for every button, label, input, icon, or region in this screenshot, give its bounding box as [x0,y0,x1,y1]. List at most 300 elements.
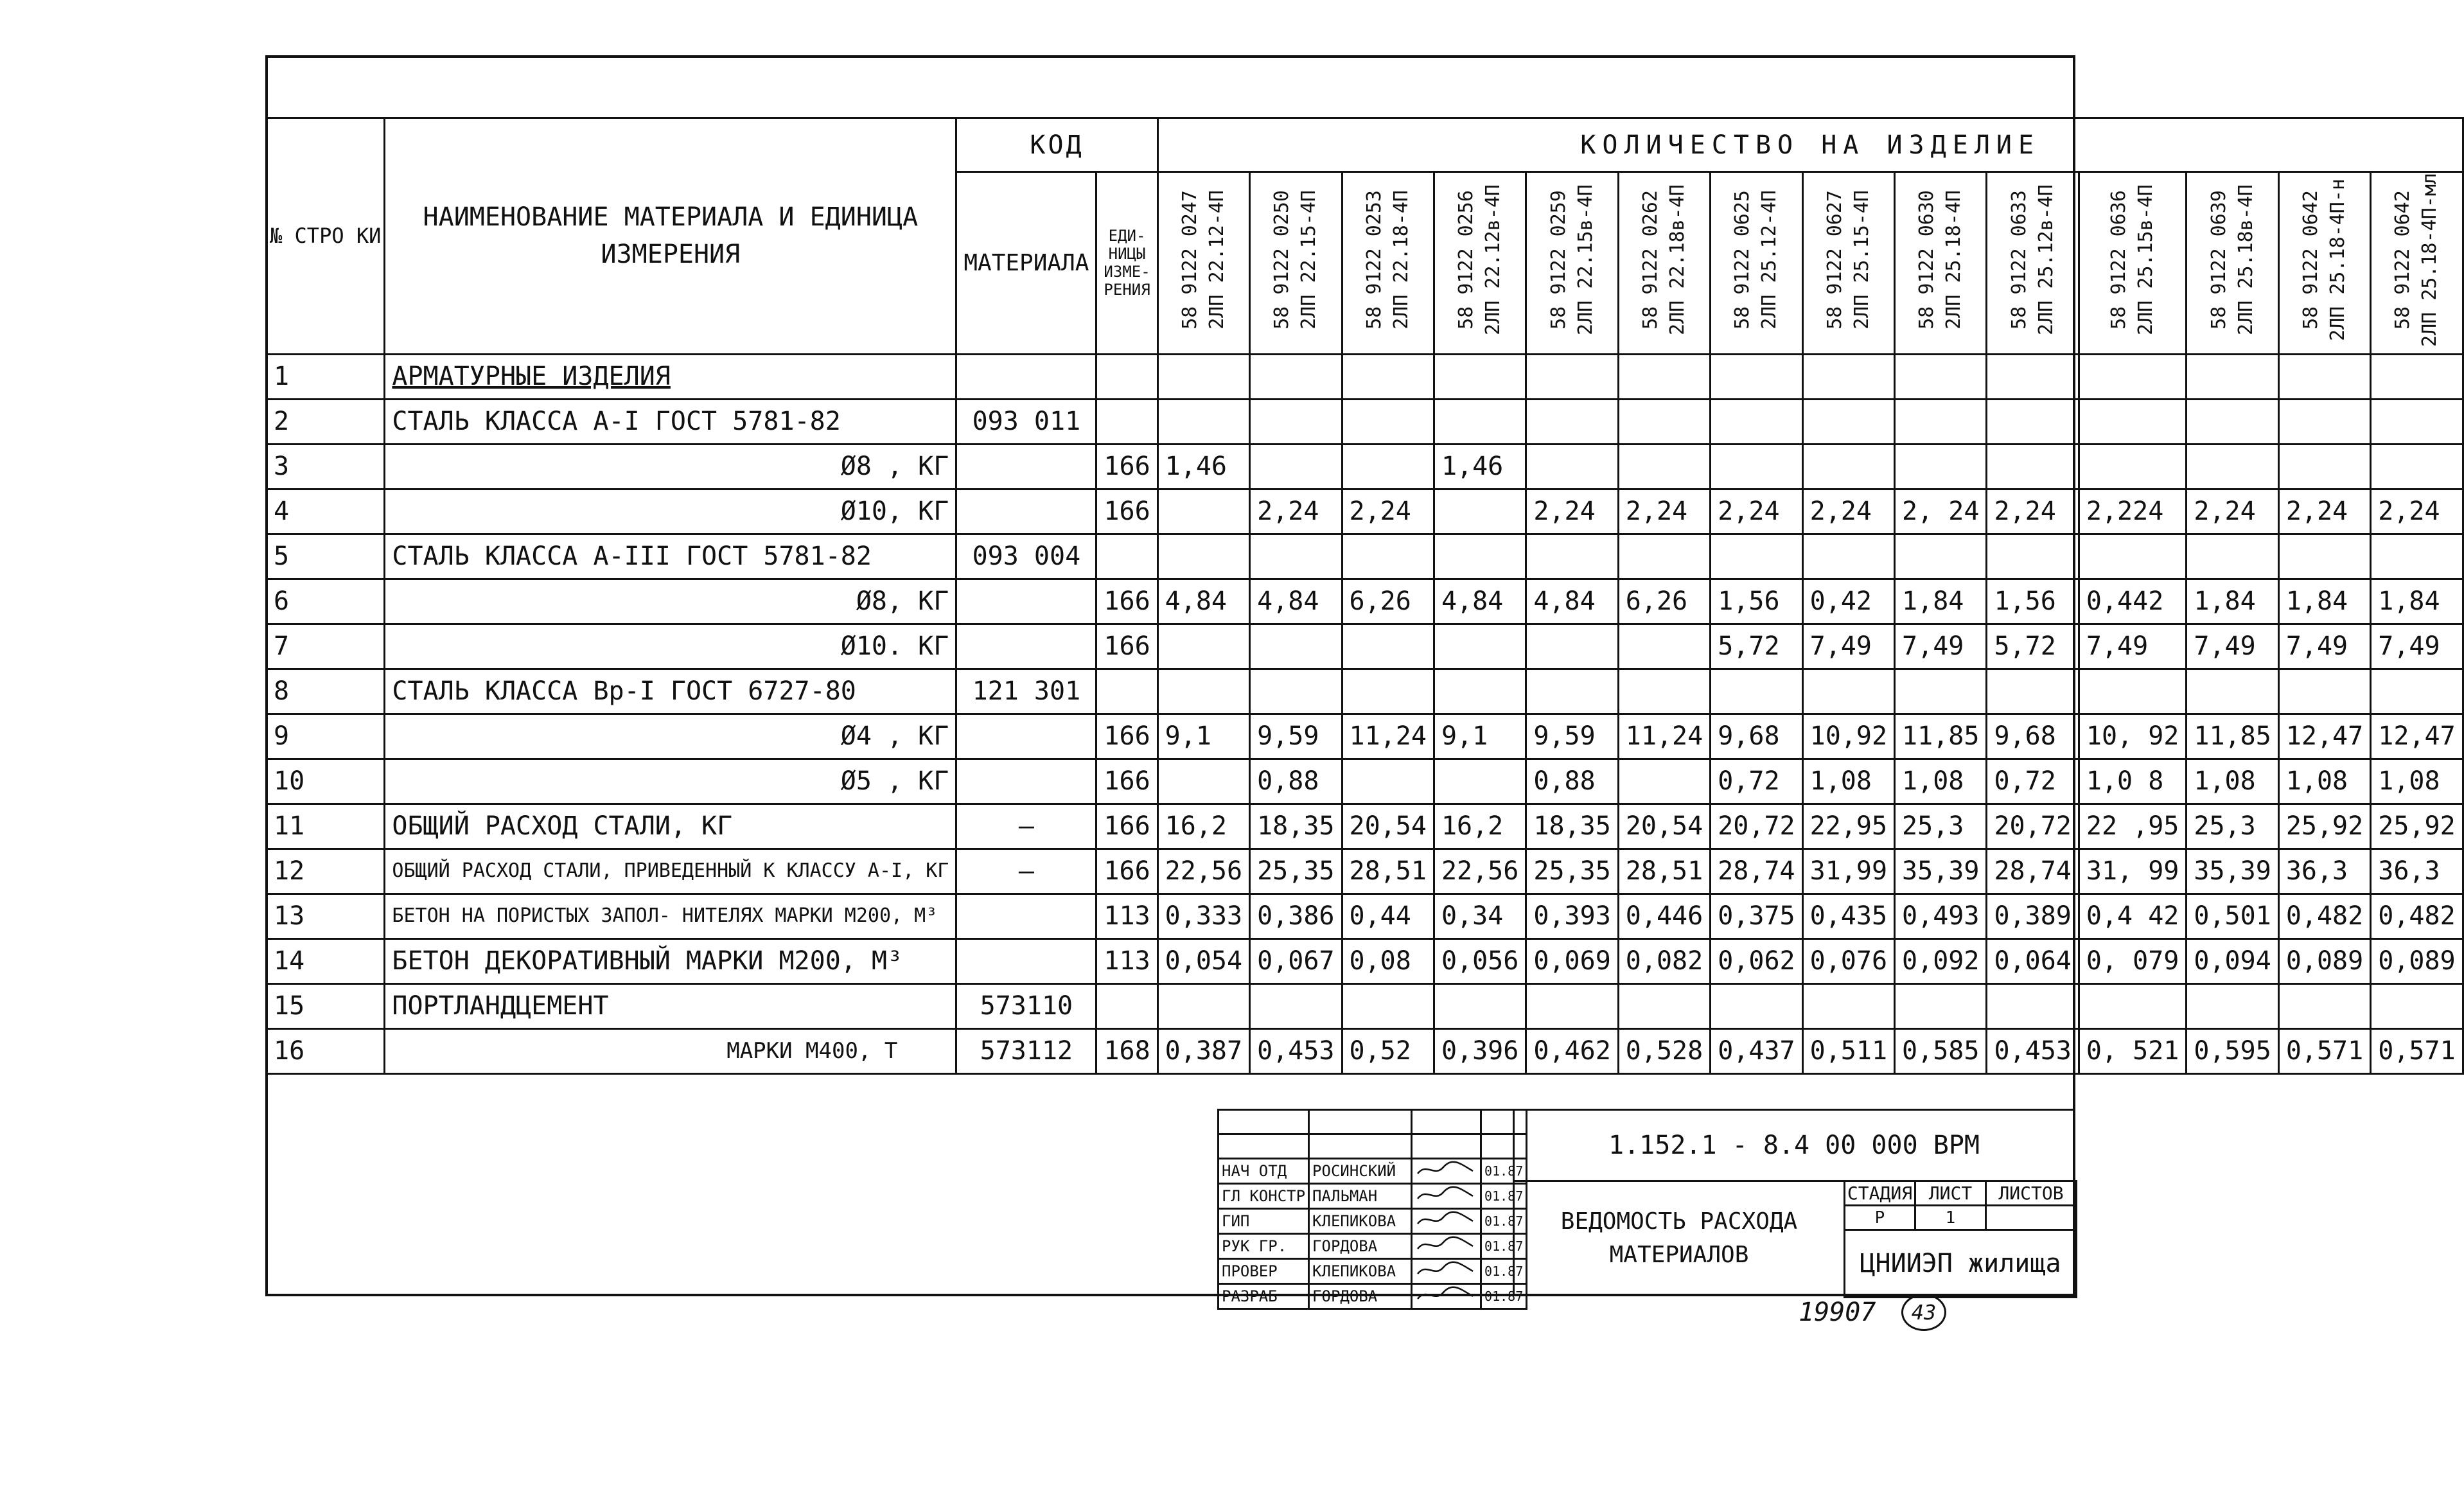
signature-block [1217,1109,1527,1310]
quantity-cell [1157,489,1249,534]
quantity-cell: 0,067 [1250,939,1342,983]
product-code: 58 9122 0636 [2108,190,2131,330]
quantity-cell: 9,1 [1157,714,1249,759]
unit-code: 166 [1096,804,1157,849]
quantity-cell: 18,35 [1250,804,1342,849]
quantity-cell [1802,983,1894,1028]
page-number-circle: 43 [1901,1294,1946,1331]
table-row [267,354,2463,399]
quantity-cell: 1,08 [1802,759,1894,804]
quantity-cell [1711,354,1802,399]
handwritten-signature [1412,1159,1481,1184]
quantity-cell [1157,354,1249,399]
signature-date: 01.87 [1481,1284,1527,1309]
stage-label: СТАДИЯ [1845,1181,1915,1206]
material-name: БЕТОН НА ПОРИСТЫХ ЗАПОЛ- НИТЕЛЯХ МАРКИ М200, М³ [385,894,956,939]
sheets-label: ЛИСТОВ [1986,1181,2077,1206]
unit-code: 166 [1096,714,1157,759]
doc-title-box [1513,1180,1845,1296]
handwritten-signature [1412,1234,1481,1259]
material-name: СТАЛЬ КЛАССА А-I ГОСТ 5781-82 [385,399,956,444]
product-code: 58 9122 0250 [1271,190,1294,330]
material-name: ОБЩИЙ РАСХОД СТАЛИ, КГ [385,804,956,849]
quantity-cell: 0,595 [2187,1028,2278,1073]
quantity-cell: 7,49 [2079,624,2187,669]
quantity-cell: 7,49 [1895,624,1987,669]
quantity-cell [1526,399,1618,444]
quantity-cell [1895,534,1987,579]
quantity-cell [1802,354,1894,399]
quantity-cell: 35,39 [1895,849,1987,894]
quantity-cell [1434,534,1526,579]
quantity-cell: 2,24 [1250,489,1342,534]
material-code: 121 301 [956,669,1096,714]
quantity-cell: 7,49 [2278,624,2370,669]
signature-role: РАЗРАБ [1219,1284,1309,1309]
product-column-header [1802,172,1894,355]
quantity-cell: 36,3 [2278,849,2370,894]
quantity-cell [1987,444,2079,489]
row-number: 9 [267,714,385,759]
quantity-cell [2371,354,2463,399]
quantity-cell [1250,669,1342,714]
quantity-cell: 0,528 [1618,1028,1710,1073]
handwritten-signature [1412,1259,1481,1284]
materials-table [265,117,2464,1075]
quantity-cell: 0,069 [1526,939,1618,983]
quantity-cell: 1,08 [1895,759,1987,804]
row-number: 7 [267,624,385,669]
table-row [267,849,2463,894]
quantity-cell: 0,386 [1250,894,1342,939]
quantity-cell: 4,84 [1157,579,1249,624]
quantity-cell: 4,84 [1526,579,1618,624]
quantity-cell: 2,24 [2371,489,2463,534]
doc-code-box [1513,1109,2075,1182]
quantity-cell: 1,46 [1434,444,1526,489]
row-number: 12 [267,849,385,894]
signature-role: НАЧ ОТД [1219,1159,1309,1184]
quantity-cell: 0,446 [1618,894,1710,939]
quantity-cell [1618,759,1710,804]
quantity-cell [1342,444,1434,489]
material-name: ОБЩИЙ РАСХОД СТАЛИ, ПРИВЕДЕННЫЙ К КЛАССУ А-I, КГ [385,849,956,894]
product-column-header [2278,172,2370,355]
quantity-cell: 9,59 [1526,714,1618,759]
material-name-header: НАИМЕНОВАНИЕ МАТЕРИАЛА И ЕДИНИЦА ИЗМЕРЕНИЯ [385,118,956,355]
quantity-cell: 25,92 [2371,804,2463,849]
quantity-cell: 20,72 [1711,804,1802,849]
quantity-cell [1250,399,1342,444]
unit-code: 166 [1096,624,1157,669]
row-number: 15 [267,983,385,1028]
row-number: 10 [267,759,385,804]
product-code: 58 9122 0262 [1639,190,1662,330]
stage-value: Р [1845,1206,1915,1230]
table-row [267,939,2463,983]
quantity-cell: 2,24 [1618,489,1710,534]
unit-code [1096,534,1157,579]
product-name: 2ЛП 22.18-4П [1389,190,1412,330]
quantity-cell: 1,46 [1157,444,1249,489]
product-column-header [1895,172,1987,355]
table-row [267,534,2463,579]
material-code [956,579,1096,624]
quantity-cell: 2,24 [1802,489,1894,534]
quantity-cell: 0,089 [2278,939,2370,983]
quantity-cell: 6,26 [1342,579,1434,624]
quantity-cell: 0,482 [2278,894,2370,939]
quantity-cell: 0,08 [1342,939,1434,983]
handwritten-signature [1412,1184,1481,1209]
material-code: 573112 [956,1028,1096,1073]
table-row [267,1028,2463,1073]
quantity-cell: 0,453 [1987,1028,2079,1073]
quantity-cell: 0,089 [2371,939,2463,983]
quantity-cell: 0,72 [1987,759,2079,804]
quantity-cell: 35,39 [2187,849,2278,894]
quantity-cell [1711,983,1802,1028]
quantity-cell: 1,08 [2278,759,2370,804]
signature-name: КЛЕПИКОВА [1309,1259,1412,1284]
quantity-cell: 0,389 [1987,894,2079,939]
product-column-header [1526,172,1618,355]
signature-date: 01.87 [1481,1159,1527,1184]
quantity-cell: 0,056 [1434,939,1526,983]
quantity-cell [1434,669,1526,714]
quantity-cell: 20,54 [1618,804,1710,849]
quantity-cell: 28,51 [1618,849,1710,894]
signature-name: ГОРДОВА [1309,1284,1412,1309]
product-column-header [1987,172,2079,355]
product-code: 58 9122 0642 [2300,190,2323,330]
quantity-cell: 0,396 [1434,1028,1526,1073]
quantity-cell [1618,534,1710,579]
quantity-cell: 0,52 [1342,1028,1434,1073]
unit-code: 166 [1096,444,1157,489]
quantity-cell: 1,84 [2187,579,2278,624]
quantity-cell: 12,47 [2371,714,2463,759]
quantity-cell [1434,354,1526,399]
material-code [956,489,1096,534]
material-code: 573110 [956,983,1096,1028]
product-code: 58 9122 0253 [1362,190,1386,330]
product-column-header [2371,172,2463,355]
quantity-cell [1618,444,1710,489]
quantity-cell [1895,354,1987,399]
quantity-cell [1802,399,1894,444]
material-code [956,444,1096,489]
table-row [267,804,2463,849]
unit-code: 166 [1096,489,1157,534]
quantity-cell [1526,669,1618,714]
quantity-cell: 7,49 [2371,624,2463,669]
quantity-cell [2079,534,2187,579]
product-name: 2ЛП 22.15в-4П [1574,184,1597,335]
material-code [956,714,1096,759]
quantity-cell: 9,59 [1250,714,1342,759]
quantity-cell [2278,669,2370,714]
quantity-cell [1526,354,1618,399]
material-name: ПОРТЛАНДЦЕМЕНТ [385,983,956,1028]
quantity-cell [1711,444,1802,489]
code-header: КОД [956,118,1157,172]
signature-date: 01.87 [1481,1209,1527,1234]
unit-code-header: ЕДИ- НИЦЫ ИЗМЕ- РЕНИЯ [1096,172,1157,355]
product-name: 2ЛП 22.12в-4П [1482,184,1505,335]
unit-code [1096,669,1157,714]
row-number: 8 [267,669,385,714]
unit-code: 166 [1096,849,1157,894]
quantity-cell [2079,354,2187,399]
quantity-cell: 0,88 [1250,759,1342,804]
quantity-cell [1342,534,1434,579]
material-code [956,624,1096,669]
quantity-cell: 0, 521 [2079,1028,2187,1073]
product-name: 2ЛП 25.15в-4П [2134,184,2158,335]
quantity-cell [1526,624,1618,669]
quantity-cell [1711,399,1802,444]
quantity-cell: 5,72 [1987,624,2079,669]
quantity-cell [2187,444,2278,489]
signature-role: РУК ГР. [1219,1234,1309,1259]
quantity-cell: 0,571 [2278,1028,2370,1073]
product-column-header [1711,172,1802,355]
quantity-cell [2278,983,2370,1028]
product-column-header [1618,172,1710,355]
quantity-cell [2079,399,2187,444]
quantity-cell [1618,669,1710,714]
material-name: Ø10. КГ [385,624,956,669]
quantity-cell [2371,444,2463,489]
quantity-cell: 25,35 [1526,849,1618,894]
signature-date: 01.87 [1481,1234,1527,1259]
quantity-cell: 16,2 [1157,804,1249,849]
quantity-cell [1802,669,1894,714]
stage-table [1844,1180,2077,1298]
quantity-cell [1250,444,1342,489]
quantity-cell [1157,983,1249,1028]
quantity-cell: 10, 92 [2079,714,2187,759]
product-column-header [1342,172,1434,355]
quantity-cell: 1,56 [1711,579,1802,624]
product-name: 2ЛП 25.12в-4П [2034,184,2057,335]
quantity-cell: 25,3 [1895,804,1987,849]
quantity-cell [1895,444,1987,489]
quantity-cell [2187,983,2278,1028]
material-name: Ø5 , КГ [385,759,956,804]
quantity-cell: 2,24 [1526,489,1618,534]
quantity-header: КОЛИЧЕСТВО НА ИЗДЕЛИЕ [1157,118,2463,172]
quantity-cell: 0,4 42 [2079,894,2187,939]
product-code: 58 9122 0633 [2007,190,2030,330]
quantity-cell: 0,585 [1895,1028,1987,1073]
quantity-cell: 1,84 [1895,579,1987,624]
material-name: Ø4 , КГ [385,714,956,759]
quantity-cell [1618,399,1710,444]
quantity-cell: 0,442 [2079,579,2187,624]
quantity-cell [1157,669,1249,714]
quantity-cell: 4,84 [1434,579,1526,624]
quantity-cell: 0,437 [1711,1028,1802,1073]
quantity-cell [1157,534,1249,579]
quantity-cell [1250,354,1342,399]
quantity-cell: 1,08 [2371,759,2463,804]
quantity-cell: 11,85 [1895,714,1987,759]
quantity-cell: 1,0 8 [2079,759,2187,804]
quantity-cell: 0,064 [1987,939,2079,983]
signature-row [1219,1209,1527,1234]
product-name: 2ЛП 25.15-4П [1850,190,1873,330]
table-row [267,444,2463,489]
quantity-cell: 0,375 [1711,894,1802,939]
quantity-cell: 0,393 [1526,894,1618,939]
material-code [956,939,1096,983]
quantity-cell: 4,84 [1250,579,1342,624]
product-column-header [1434,172,1526,355]
sheets-value [1986,1206,2077,1230]
quantity-cell [2079,444,2187,489]
quantity-cell: 20,54 [1342,804,1434,849]
quantity-cell [1434,399,1526,444]
signature-role: ГЛ КОНСТР [1219,1184,1309,1209]
quantity-cell [1250,534,1342,579]
product-column-header [1250,172,1342,355]
material-code: 093 004 [956,534,1096,579]
quantity-cell: 5,72 [1711,624,1802,669]
quantity-cell: 11,24 [1618,714,1710,759]
handwritten-signature [1412,1209,1481,1234]
material-code: 093 011 [956,399,1096,444]
quantity-cell: 18,35 [1526,804,1618,849]
quantity-cell: 11,24 [1342,714,1434,759]
quantity-cell: 0,462 [1526,1028,1618,1073]
quantity-cell [1526,534,1618,579]
sheet-label: ЛИСТ [1915,1181,1986,1206]
quantity-cell [1987,534,2079,579]
product-name: 2ЛП 25.12-4П [1758,190,1781,330]
quantity-cell [1250,624,1342,669]
material-name: АРМАТУРНЫЕ ИЗДЕЛИЯ [385,354,956,399]
sheet-value: 1 [1915,1206,1986,1230]
row-number: 16 [267,1028,385,1073]
quantity-cell: 0,44 [1342,894,1434,939]
signature-name: КЛЕПИКОВА [1309,1209,1412,1234]
quantity-cell [1342,983,1434,1028]
signature-row [1219,1159,1527,1184]
quantity-cell: 22,56 [1157,849,1249,894]
quantity-cell: 2,24 [2278,489,2370,534]
unit-code: 166 [1096,579,1157,624]
quantity-cell: 20,72 [1987,804,2079,849]
quantity-cell [1434,489,1526,534]
quantity-cell: 0,501 [2187,894,2278,939]
quantity-cell: 0,387 [1157,1028,1249,1073]
material-name: СТАЛЬ КЛАССА Вр-I ГОСТ 6727-80 [385,669,956,714]
quantity-cell: 0,094 [2187,939,2278,983]
quantity-cell [1342,669,1434,714]
product-code: 58 9122 0256 [1455,190,1478,330]
product-name: 2ЛП 25.18-4П [1942,190,1966,330]
quantity-cell [1987,354,2079,399]
quantity-cell: 1,08 [2187,759,2278,804]
quantity-cell: 36,3 [2371,849,2463,894]
material-name: МАРКИ М400, Т [385,1028,956,1073]
table-row [267,399,2463,444]
quantity-cell [2278,534,2370,579]
product-code: 58 9122 0625 [1731,190,1754,330]
product-name: 2ЛП 25.18-4П-мл [2418,173,2442,347]
quantity-cell: 0, 079 [2079,939,2187,983]
quantity-cell [1802,534,1894,579]
quantity-cell [2079,983,2187,1028]
quantity-cell [1526,444,1618,489]
quantity-cell: 0,34 [1434,894,1526,939]
unit-code [1096,399,1157,444]
product-code: 58 9122 0639 [2207,190,2230,330]
quantity-cell: 22,95 [1802,804,1894,849]
inventory-number: 19907 [1799,1298,1876,1327]
product-column-header [2079,172,2187,355]
quantity-cell: 12,47 [2278,714,2370,759]
quantity-cell: 31,99 [1802,849,1894,894]
quantity-cell: 25,92 [2278,804,2370,849]
row-number: 11 [267,804,385,849]
signature-row [1219,1184,1527,1209]
product-code: 58 9122 0259 [1547,190,1570,330]
product-name: 2ЛП 25.18в-4П [2234,184,2257,335]
signature-date: 01.87 [1481,1184,1527,1209]
table-row [267,894,2463,939]
quantity-cell [1987,669,2079,714]
quantity-cell: 10,92 [1802,714,1894,759]
quantity-cell [1342,759,1434,804]
quantity-cell [2371,983,2463,1028]
quantity-cell: 9,68 [1987,714,2079,759]
signature-row [1219,1234,1527,1259]
quantity-cell: 7,49 [2187,624,2278,669]
quantity-cell: 0,054 [1157,939,1249,983]
quantity-cell: 0,511 [1802,1028,1894,1073]
quantity-cell: 0,72 [1711,759,1802,804]
quantity-cell [1802,444,1894,489]
quantity-cell [1157,624,1249,669]
quantity-cell: 9,1 [1434,714,1526,759]
quantity-cell: 0,333 [1157,894,1249,939]
material-name: Ø8 , КГ [385,444,956,489]
row-number-header: № СТРО КИ [267,118,385,355]
quantity-cell: 0,062 [1711,939,1802,983]
table-row [267,714,2463,759]
quantity-cell [2187,354,2278,399]
quantity-cell: 0,571 [2371,1028,2463,1073]
doc-code: 1.152.1 - 8.4 00 000 ВРМ [1608,1131,1980,1160]
quantity-cell [2278,354,2370,399]
unit-code: 168 [1096,1028,1157,1073]
material-name: СТАЛЬ КЛАССА А-III ГОСТ 5781-82 [385,534,956,579]
quantity-cell [1895,399,1987,444]
quantity-cell [2278,399,2370,444]
material-code: — [956,849,1096,894]
quantity-cell: 28,51 [1342,849,1434,894]
material-code: — [956,804,1096,849]
material-code [956,354,1096,399]
table-row [267,624,2463,669]
product-code: 58 9122 0247 [1178,190,1201,330]
quantity-cell [2371,399,2463,444]
material-name: Ø10, КГ [385,489,956,534]
quantity-cell [1895,983,1987,1028]
